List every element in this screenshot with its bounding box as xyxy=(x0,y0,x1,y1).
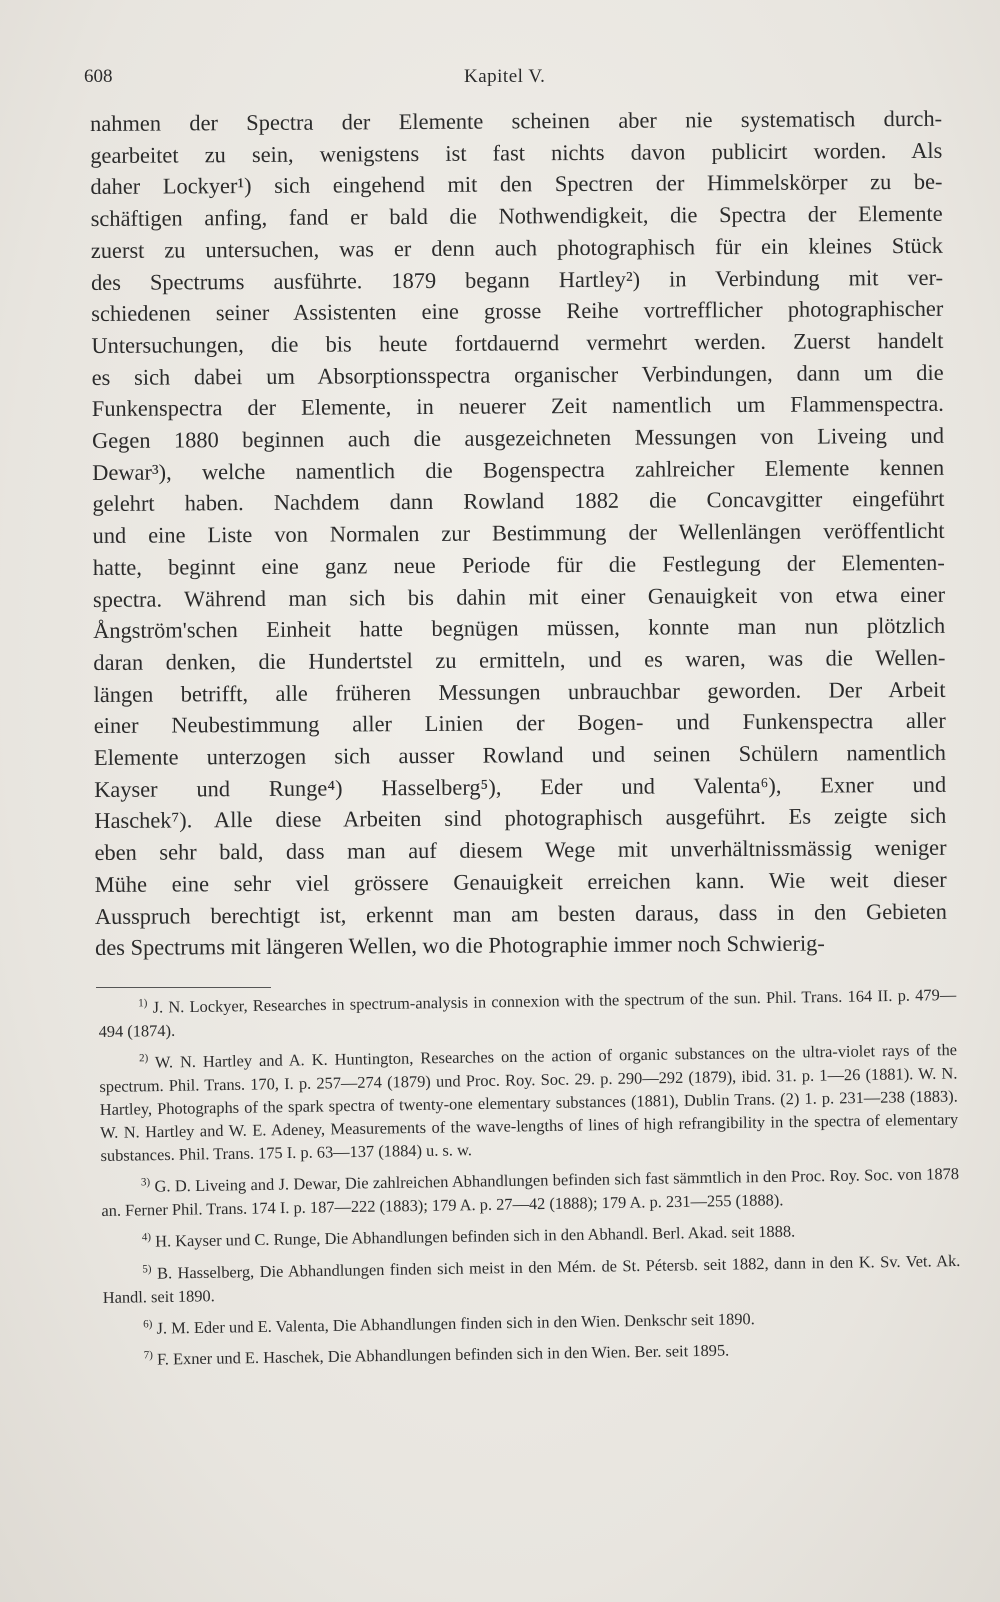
footnote xyxy=(98,980,957,1043)
running-head: Kapitel V. xyxy=(464,66,546,87)
footnote-text: J. N. Lockyer, Researches in spectrum-analysis in connexion with the spectrum of the sun. Phil. Trans. 164 II. p. 479—494 (1874). xyxy=(98,984,957,1041)
text-line: längen betrifft, alle früheren Messungen unbrauchbar geworden. Der Arbeit xyxy=(93,676,946,707)
page-number: 608 xyxy=(84,66,113,87)
footnote-text: G. D. Liveing and J. Dewar, Die zahlreichen Abhandlungen befinden sich fast sämmtlich in den Proc. Roy. Soc. von 1878 an. Ferner Phil. Trans. 174 I. p. 187—222 (1883); 179 A. p. 27—42 (1888); 179 A. p. 231—255 (1888). xyxy=(101,1164,960,1221)
text-line: des Spectrums mit längeren Wellen, wo die Photographie immer noch Schwierig- xyxy=(95,930,825,961)
text-line: Untersuchungen, die bis heute fortdauernd vermehrt werden. Zuerst handelt xyxy=(91,327,944,358)
footnote-marker: 1) xyxy=(138,997,148,1010)
text-line: es sich dabei um Absorptionsspectra organischer Verbindungen, dann um die xyxy=(91,359,944,390)
text-line: gelehrt haben. Nachdem dann Rowland 1882 die Concavgitter eingeführt xyxy=(92,486,945,517)
footnote-divider xyxy=(96,987,271,988)
text-line: Mühe eine sehr viel grössere Genauigkeit erreichen kann. Wie weit dieser xyxy=(94,866,947,897)
text-line: nahmen der Spectra der Elemente scheinen aber nie systematisch durch- xyxy=(90,105,943,136)
footnote-marker: 4) xyxy=(141,1231,152,1244)
page-header xyxy=(84,66,940,96)
footnote-marker: 6) xyxy=(143,1317,153,1331)
footnote-text: F. Exner und E. Haschek, Die Abhandlungen befinden sich in den Wien. Ber. seit 1895. xyxy=(156,1341,730,1370)
text-line: schiedenen seiner Assistenten eine grosse Reihe vortrefflicher photographischer xyxy=(91,296,944,327)
text-line: schäftigen anfing, fand er bald die Nothwendigkeit, die Spectra der Elemente xyxy=(90,200,943,232)
footnote-marker: 2) xyxy=(138,1052,149,1065)
footnote-text: B. Hasselberg, Die Abhandlungen finden sich meist in den Mém. de St. Pétersb. seit 1882, dann in den K. Sv. Vet. Ak. Handl. seit 1890. xyxy=(102,1250,961,1307)
footnotes xyxy=(98,980,962,1378)
text-line: hatte, beginnt eine ganz neue Periode für die Festlegung der Elementen- xyxy=(92,549,945,580)
footnote-marker: 7) xyxy=(143,1349,153,1362)
footnote-text: J. M. Eder und E. Valenta, Die Abhandlungen finden sich in den Wien. Denkschr seit 1890. xyxy=(156,1308,755,1338)
text-line: Dewar³), welche namentlich die Bogenspectra zahlreicher Elemente kennen xyxy=(92,454,945,485)
text-line: Haschek⁷). Alle diese Arbeiten sind photographisch ausgeführt. Es zeigte sich xyxy=(94,803,947,834)
footnote-marker: 5) xyxy=(142,1263,152,1276)
footnote xyxy=(102,1245,961,1308)
text-line: des Spectrums ausführte. 1879 begann Hartley²) in Verbindung mit ver- xyxy=(90,264,944,295)
main-text xyxy=(90,103,947,964)
text-line: Funkenspectra der Elemente, in neuerer Zeit namentlich um Flammenspectra. xyxy=(91,391,944,422)
text-line: Gegen 1880 beginnen auch die ausgezeichneten Messungen von Liveing und xyxy=(91,422,945,454)
text-line: Elemente unterzogen sich ausser Rowland und seinen Schülern namentlich xyxy=(93,739,947,771)
text-line: Kayser und Runge⁴) Hasselberg⁵), Eder und Valenta⁶), Exner und xyxy=(94,771,947,802)
text-line: Ångström'schen Einheit hatte begnügen müssen, konnte man nun plötzlich xyxy=(93,613,946,644)
text-line: Ausspruch berechtigt ist, erkennt man am besten daraus, dass in den Gebieten xyxy=(94,898,947,929)
footnote-text: H. Kayser und C. Runge, Die Abhandlungen befinden sich in den Abhandl. Berl. Akad. seit 1888. xyxy=(155,1221,796,1251)
text-line: eben sehr bald, dass man auf diesem Wege mit unverhältnissmässig weniger xyxy=(94,834,947,866)
text-line: und eine Liste von Normalen zur Bestimmung der Wellenlängen veröffentlicht xyxy=(92,517,945,549)
footnote-marker: 3) xyxy=(140,1176,151,1189)
text-line: daran denken, die Hundertstel zu ermitteln, und es waren, was die Wellen- xyxy=(93,644,946,675)
footnote-text: W. N. Hartley and A. K. Huntington, Researches on the action of organic substances on the ultra-violet rays of the spectrum. Phil. Trans. 170, I. p. 257—274 (1879) und Proc. Roy. Soc. 29. p. 290—292 (1879), ibid. 31. p. 1—26 (1881). W. N. Hartley, Photographs of the spark spectra of twenty-one elementary substances (1881), Dublin Trans. (2) 1. p. 231—238 (1883). W. N. Hartley and W. E. Adeney, Measurements of the wave-lengths of lines of high refrangibility in the spectra of elementary substances. Phil. Trans. 175 I. p. 63—137 (1884) u. s. w. xyxy=(99,1039,959,1166)
text-line: zuerst zu untersuchen, was er denn auch photographisch für ein kleines Stück xyxy=(90,232,943,263)
text-line: daher Lockyer¹) sich eingehend mit den Spectren der Himmelskörper zu be- xyxy=(90,169,943,200)
text-line: einer Neubestimmung aller Linien der Bogen- und Funkenspectra aller xyxy=(93,708,946,739)
text-line: spectra. Während man sich bis dahin mit einer Genauigkeit von etwa einer xyxy=(92,581,946,612)
footnote xyxy=(101,1159,960,1222)
footnote xyxy=(99,1034,959,1167)
text-line: gearbeitet zu sein, wenigstens ist fast nichts davon publicirt worden. Als xyxy=(90,137,943,168)
